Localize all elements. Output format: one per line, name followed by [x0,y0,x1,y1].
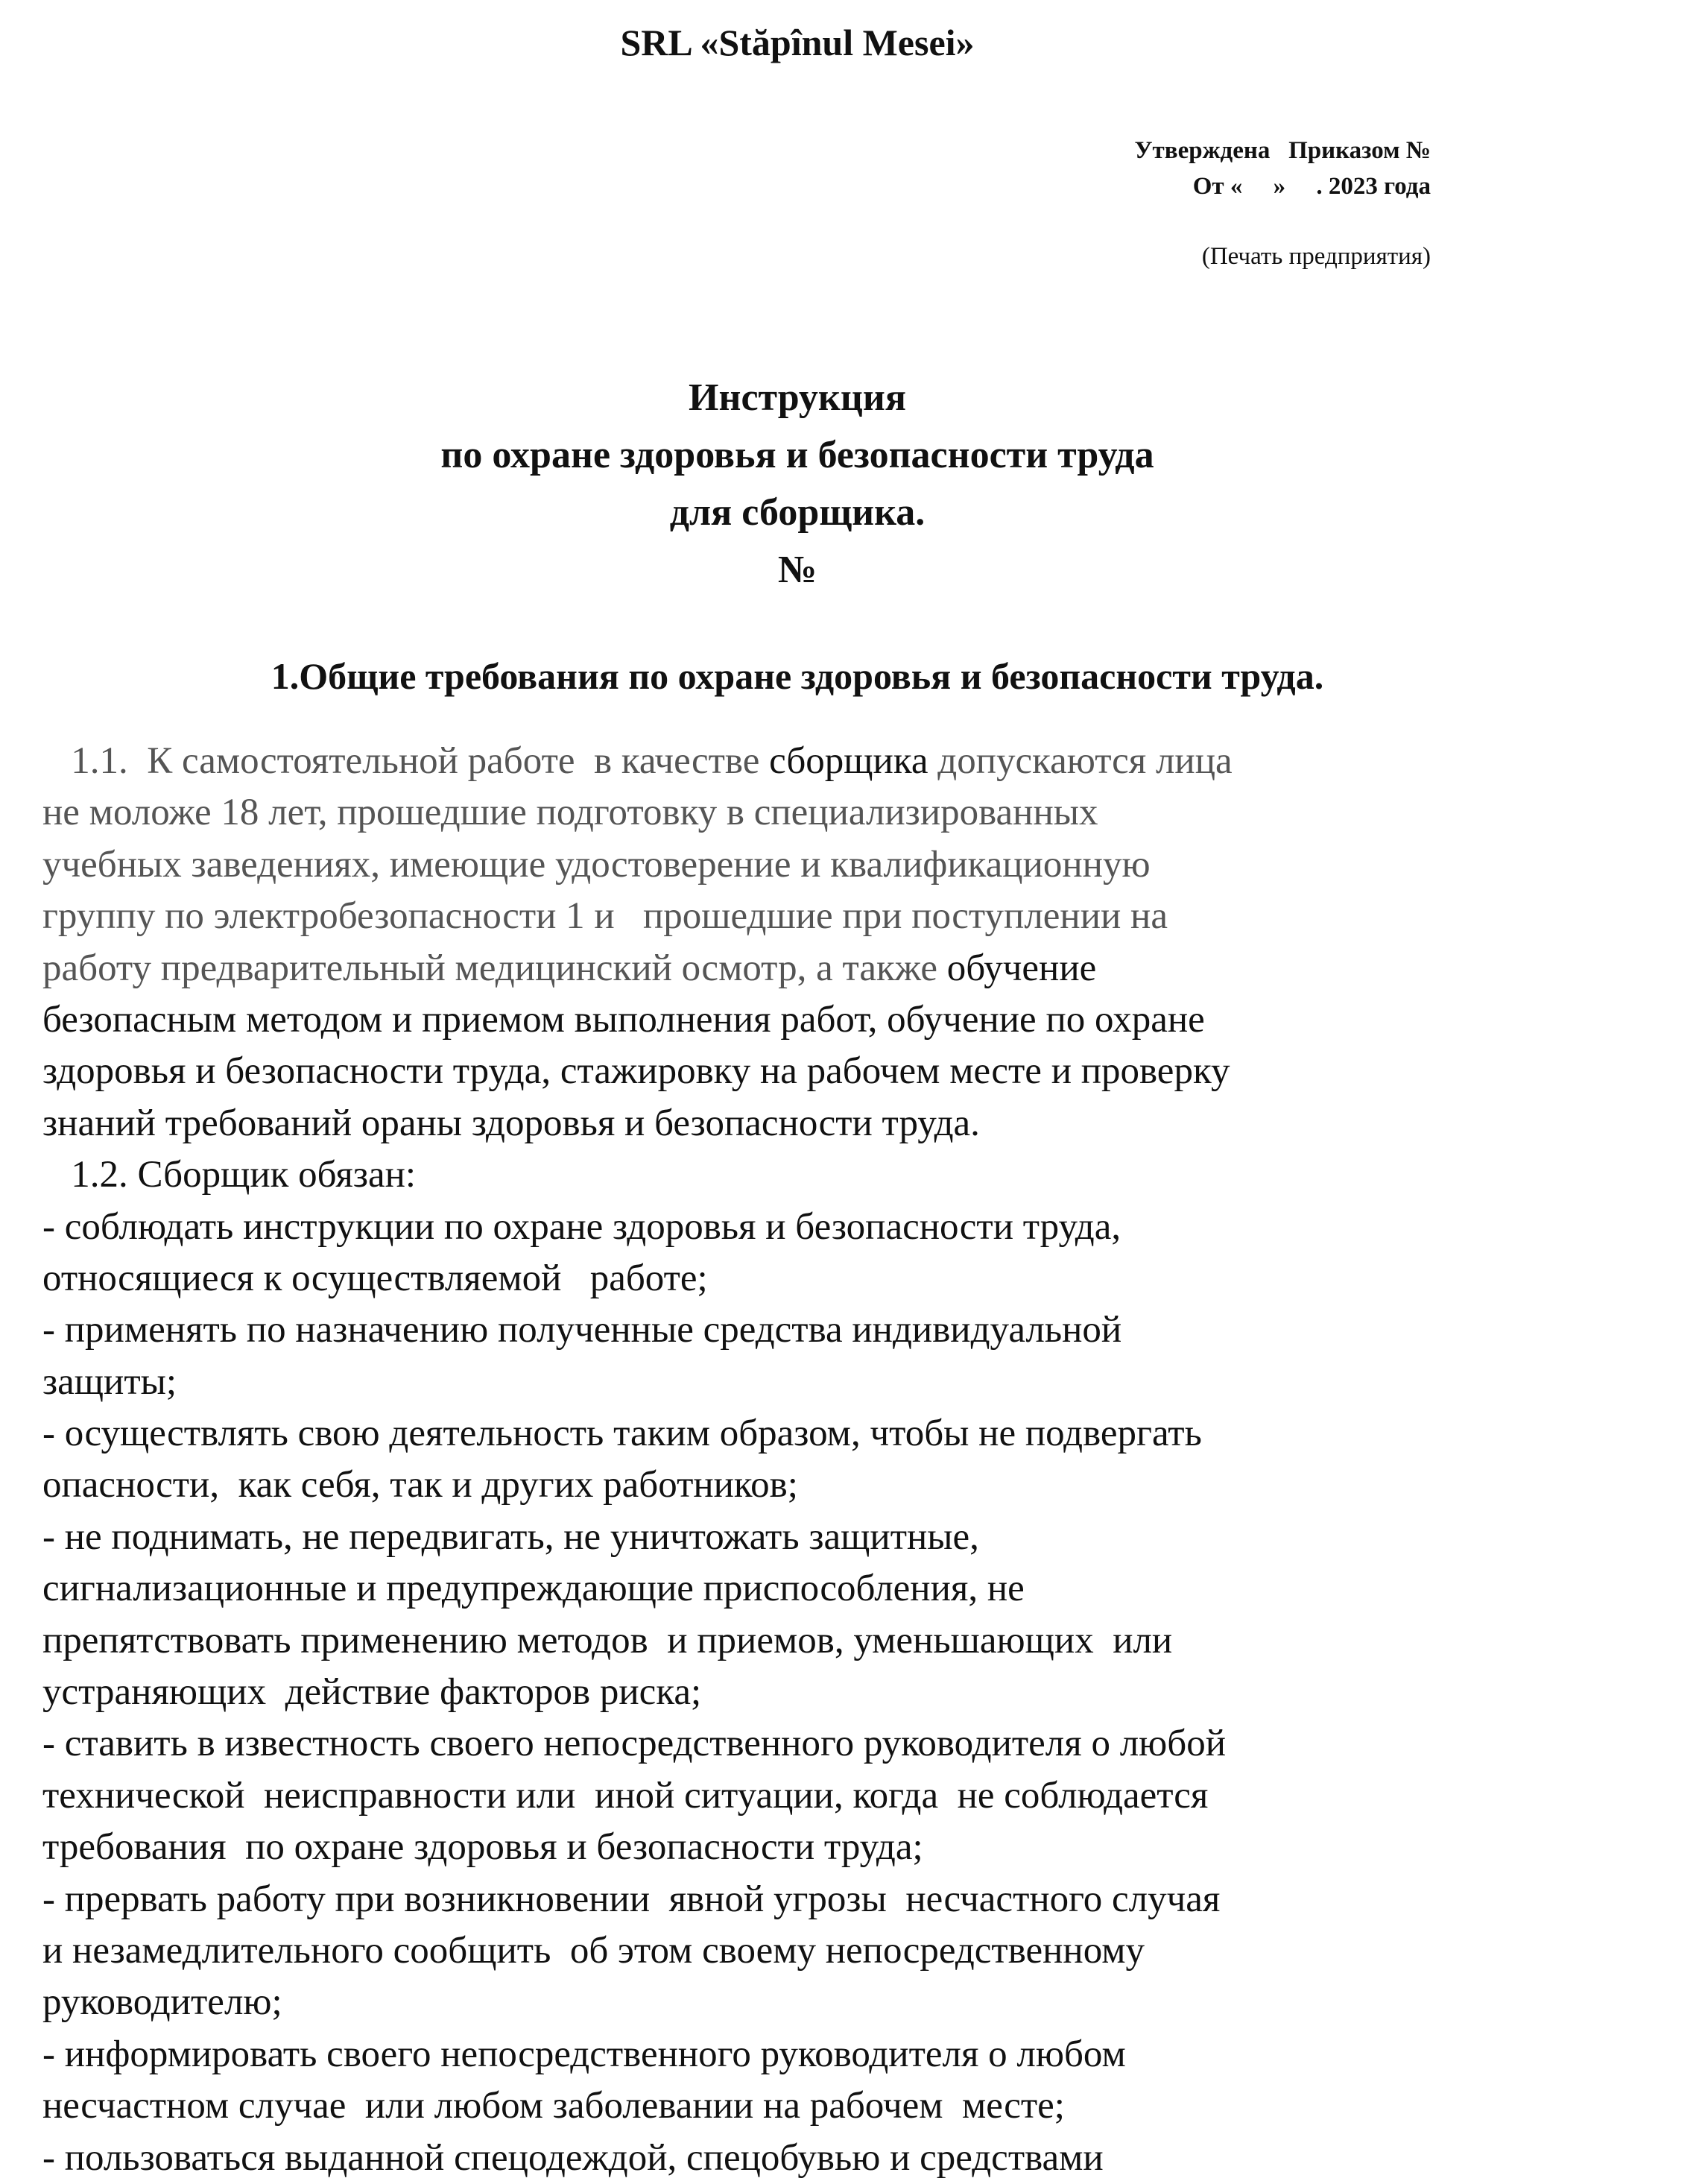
paragraph-1-1-line: группу по электробезопасности 1 и прошедшие при поступлении на [42,895,1168,938]
title-line-role: для сборщика. [669,491,926,534]
text-span: работу предварительный медицинский осмотр, а также [42,947,947,989]
paragraph-1-2-line: - прервать работу при возникновении явной угрозы несчастного случая [42,1878,1221,1920]
title-line-number: № [777,549,817,591]
paragraph-1-1-line [42,943,1607,994]
paragraph-1-2-line: - информировать своего непосредственного руководителя о любом [42,2033,1126,2075]
paragraph-1-1-line [42,736,1607,787]
paragraph-1-2-line: несчастном случае или любом заболевании на рабочем месте; [42,2085,1065,2127]
paragraph-1-2-line: - не поднимать, не передвигать, не уничтожать защитные, [42,1515,979,1558]
paragraph-1-2-heading: 1.2. Сборщик обязан: [42,1154,417,1196]
paragraph-1-2-line: и незамедлительного сообщить об этом своему непосредственному [42,1929,1145,1972]
paragraph-1-2-line: относящиеся к осуществляемой работе; [42,1257,708,1299]
title-line-subject: по охране здоровья и безопасности труда [440,434,1154,476]
paragraph-1-2-line: руководителю; [42,1981,282,2024]
approval-block [1134,133,1431,204]
text-span: обучение [946,947,1097,989]
paragraph-1-2-line: препятствовать применению методов и приемов, уменьшающих или [42,1619,1173,1661]
section-1-heading: 1.Общие требования по охране здоровья и безопасности труда. [270,655,1324,697]
paragraph-1-1-line: знаний требований ораны здоровья и безопасности труда. [42,1102,980,1144]
paragraph-1-2-line: - применять по назначению полученные средства индивидуальной [42,1309,1122,1351]
company-name: SRL «Stăpînul Mesei» [620,22,975,63]
paragraph-1-2-line: устраняющих действие факторов риска; [42,1671,702,1714]
paragraph-1-2-line: технической неисправности или иной ситуации, когда не соблюдается [42,1774,1209,1817]
paragraph-1-2-line: требования по охране здоровья и безопасности труда; [42,1826,923,1869]
document-title [0,369,1595,599]
paragraph-1-2-line: - соблюдать инструкции по охране здоровья и безопасности труда, [42,1205,1121,1248]
approval-date-line: От « » . 2023 года [1192,173,1431,200]
paragraph-1-1-line: учебных заведениях, имеющие удостоверение и квалификационную [42,843,1151,886]
text-span: 1.1. К самостоятельной работе в качестве [42,740,770,782]
paragraph-1-2-line: защиты; [42,1360,177,1403]
section-1-body [42,736,1607,2184]
text-span: допускаются лица [928,740,1233,782]
stamp-note: (Печать предприятия) [1201,243,1431,270]
paragraph-1-2-line: сигнализационные и предупреждающие приспособления, не [42,1568,1025,1610]
paragraph-1-2-line: - пользоваться выданной спецодеждой, спецобувью и средствами [42,2136,1104,2179]
approval-order-line: Утверждена Приказом № [1134,137,1431,164]
paragraph-1-2-line: опасности, как себя, так и других работников; [42,1464,798,1506]
paragraph-1-1-line: не моложе 18 лет, прошедшие подготовку в специализированных [42,792,1098,834]
paragraph-1-1-line: безопасным методом и приемом выполнения работ, обучение по охране [42,998,1205,1041]
text-span: сборщика [769,740,928,782]
paragraph-1-2-line: - осуществлять свою деятельность таким образом, чтобы не подвергать [42,1413,1202,1455]
paragraph-1-2-line: - ставить в известность своего непосредственного руководителя о любой [42,1723,1226,1765]
paragraph-1-1-line: здоровья и безопасности труда, стажировку на рабочем месте и проверку [42,1050,1230,1093]
paragraph-1-2-list [42,1202,1607,2184]
title-line-instruction: Инструкция [689,376,906,419]
